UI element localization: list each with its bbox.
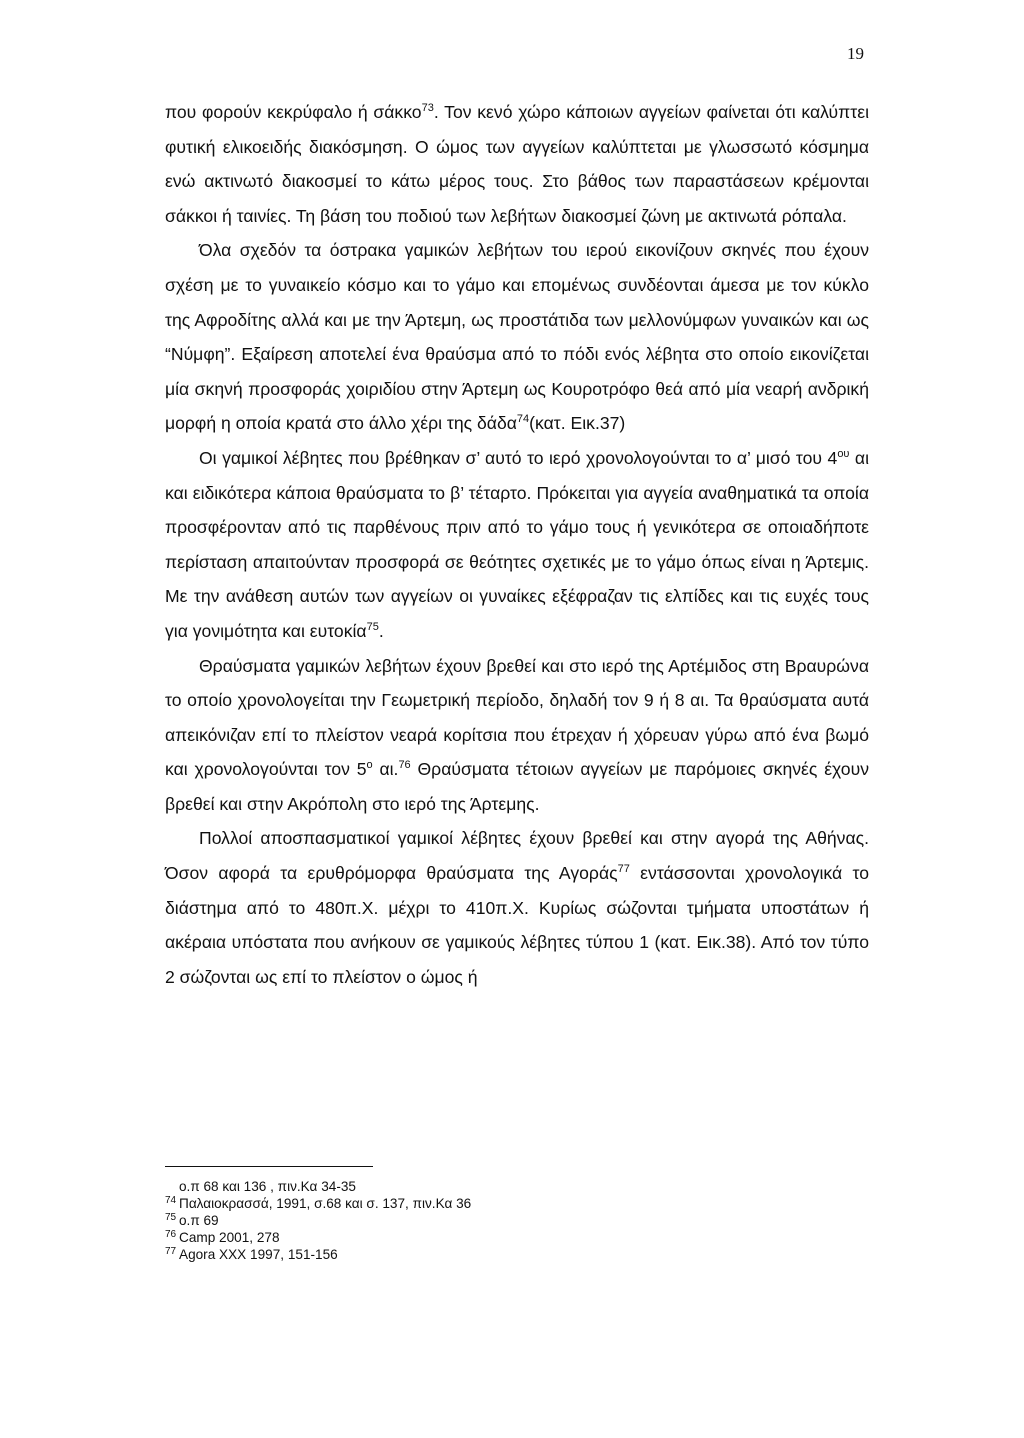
- footnote-marker: 73: [421, 102, 434, 115]
- footnote-number: 77: [165, 1246, 177, 1257]
- text-run: Θραύσματα γαμικών λεβήτων έχουν βρεθεί και στο ιερό της Αρτέμιδος στη Βραυρώνα το οποίο χρονολογείται την Γεωμετρική περίοδο, δηλαδή τον 9 ή 8 αι. Τα θραύσματα αυτά απεικόνιζαν επί το πλείστον νεαρά κορίτσια που έτρεχαν ή χόρευαν γύρω από ένα βωμό και χρονολογούνται τον 5: [165, 655, 869, 780]
- footnote-marker: 77: [617, 863, 630, 876]
- footnote-marker: 76: [398, 759, 411, 772]
- footnote-text: ο.π 68 και 136 , πιν.Κα 34-35: [179, 1179, 356, 1194]
- footnote-text: ο.π 69: [179, 1213, 219, 1228]
- footnote: [165, 1195, 565, 1212]
- footnote-marker: 74: [516, 413, 530, 426]
- footnote: [165, 1178, 565, 1195]
- footnote-text: Παλαιοκρασσά, 1991, σ.68 και σ. 137, πιν.Κα 36: [179, 1196, 472, 1211]
- text-run: Θραύσματα τέτοιων αγγείων με παρόμοιες σκηνές έχουν βρεθεί και στην Ακρόπολη στο ιερό της Άρτεμης.: [165, 759, 869, 814]
- text-run: (κατ. Εικ.37): [529, 413, 626, 434]
- text-run: Οι γαμικοί λέβητες που βρέθηκαν σ’ αυτό το ιερό χρονολογούνται το α’ μισό του 4: [199, 447, 838, 468]
- body-paragraph: [165, 649, 869, 822]
- text-run: Πολλοί αποσπασματικοί γαμικοί λέβητες έχουν βρεθεί και στην αγορά της Αθήνας. Όσον αφορά τα ερυθρόμορφα θραύσματα της Αγοράς: [165, 828, 869, 884]
- footnote-text: Agora XXX 1997, 151-156: [179, 1247, 338, 1262]
- text-run: αι και ειδικότερα κάποια θραύσματα το β’ τέταρτο. Πρόκειται για αγγεία αναθηματικά τα οποία προσφέρονταν από τις παρθένους πριν από το γάμο τους ή γενικότερα σε οποιαδήποτε περίσταση απαιτούνταν προσφορά σε θεότητες σχετικές με το γάμο όπως είναι η Άρτεμις. Με την ανάθεση αυτών των αγγείων οι γυναίκες εξέφραζαν τις ελπίδες και τις ευχές τους για γονιμότητα και ευτοκία: [165, 447, 870, 641]
- footnote: [165, 1229, 565, 1246]
- text-run: αι.: [372, 759, 399, 780]
- body-paragraph: [165, 441, 869, 649]
- text-run: εντάσσονται χρονολογικά το διάστημα από το 480π.Χ. μέχρι το 410π.Χ. Κυρίως σώζονται τμήματα υποστάτων ή ακέραια υπόστατα που ανήκουν σε γαμικούς λέβητες τύπου 1 (κατ. Εικ.38). Από τον τύπο 2 σώζονται ως επί το πλείστον ο ώμος ή: [165, 863, 869, 987]
- page-number: 19: [847, 44, 864, 63]
- footnote-number: 74: [165, 1195, 177, 1206]
- text-run: .: [378, 620, 384, 641]
- footnote: [165, 1246, 565, 1263]
- footnote-number: [165, 1178, 179, 1195]
- footnote-marker: ου: [837, 448, 850, 461]
- footnote-separator: [165, 1166, 373, 1167]
- body-paragraph: [165, 233, 869, 441]
- body-paragraph: [165, 821, 869, 994]
- text-run: Όλα σχεδόν τα όστρακα γαμικών λεβήτων του ιερού εικονίζουν σκηνές που έχουν σχέση με το γυναικείο κόσμο και το γάμο και επομένως συνδέονται άμεσα με τον κύκλο της Αφροδίτης αλλά και με την Άρτεμη, ως προστάτιδα των μελλονύμφων γυναικών και ως “Νύμφη”. Εξαίρεση αποτελεί ένα θραύσμα από το πόδι ενός λέβητα στο οποίο εικονίζεται μία σκηνή προσφοράς χοιριδίου στην Άρτεμη ως Κουροτρόφο θεά από μία νεαρή ανδρική μορφή η οποία κρατά στο άλλο χέρι της δάδα: [165, 240, 869, 434]
- text-run: . Τον κενό χώρο κάποιων αγγείων φαίνεται ότι καλύπτει φυτική ελικοειδής διακόσμηση. Ο ώμος των αγγείων καλύπτεται με γλωσσωτό κόσμημα ενώ ακτινωτό διακοσμεί το κάτω μέρος τους. Στο βάθος των παραστάσεων κρέμονται σάκκοι ή ταινίες. Τη βάση του ποδιού των λεβήτων διακοσμεί ζώνη με ακτινωτά ρόπαλα.: [165, 102, 869, 226]
- text-run: που φορούν κεκρύφαλο ή σάκκο: [165, 102, 422, 122]
- footnote-number: 75: [165, 1212, 177, 1223]
- footnotes: [165, 1178, 565, 1263]
- footnote-marker: ο: [366, 759, 373, 772]
- footnote-number: 76: [165, 1229, 177, 1240]
- footnote-text: Camp 2001, 278: [179, 1230, 280, 1245]
- body-text: [165, 95, 869, 994]
- footnote-marker: 75: [366, 621, 379, 634]
- footnote: [165, 1212, 565, 1229]
- body-paragraph: [165, 95, 869, 233]
